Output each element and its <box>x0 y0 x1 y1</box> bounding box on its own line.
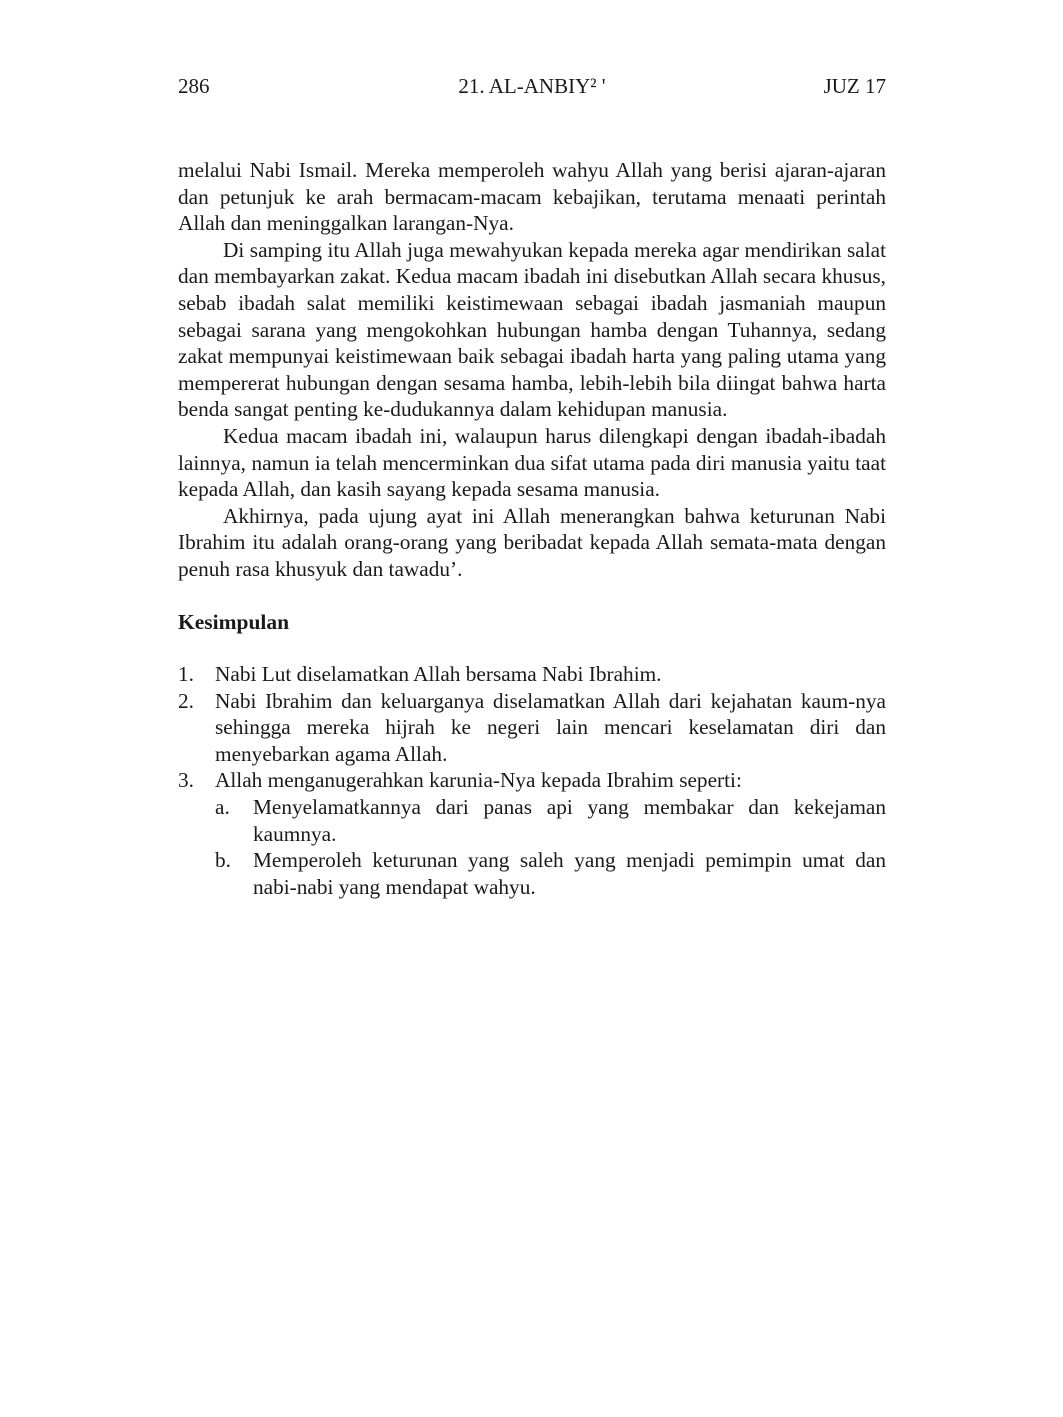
page-body <box>178 157 886 900</box>
juz-label: JUZ 17 <box>823 74 886 98</box>
list-item <box>178 767 886 900</box>
sublist-item <box>215 847 886 900</box>
list-number: 3. <box>178 768 194 793</box>
sublist-item-text: Memperoleh keturunan yang saleh yang menjadi pemimpin umat dan nabi-nabi yang mendapat wahyu. <box>253 848 886 899</box>
chapter-title: 21. AL-ANBIY² ' <box>458 74 606 98</box>
paragraph: Akhirnya, pada ujung ayat ini Allah menerangkan bahwa keturunan Nabi Ibrahim itu adalah orang-orang yang beribadat kepada Allah semata-mata dengan penuh rasa khusyuk dan tawadu’. <box>178 503 886 581</box>
paragraph: Kedua macam ibadah ini, walaupun harus dilengkapi dengan ibadah-ibadah lainnya, namun ia telah mencerminkan dua sifat utama pada diri manusia yaitu taat kepada Allah, dan kasih sayang kepada sesama manusia. <box>178 423 886 502</box>
sublist-item-text: Menyelamatkannya dari panas api yang membakar dan kekejaman kaumnya. <box>253 795 886 846</box>
sublist-letter: a. <box>215 795 230 820</box>
list-item <box>178 661 886 688</box>
paragraph: Di samping itu Allah juga mewahyukan kepada mereka agar mendirikan salat dan membayarkan zakat. Kedua macam ibadah ini disebutkan Allah secara khusus, sebab ibadah salat memiliki keistimewaan sebagai ibadah jasmaniah maupun sebagai sarana yang mengokohkan hubungan hamba dengan Tuhannya, sedang zakat mempunyai keistimewaan baik sebagai ibadah harta yang paling utama yang mempererat hubungan dengan sesama hamba, lebih-lebih bila diingat bahwa harta benda sangat penting ke-dudukannya dalam kehidupan manusia. <box>178 237 886 422</box>
list-item-text: Nabi Lut diselamatkan Allah bersama Nabi Ibrahim. <box>215 662 662 687</box>
sublist-item <box>215 794 886 847</box>
sublist-letter: b. <box>215 848 231 873</box>
section-heading: Kesimpulan <box>178 609 290 634</box>
list-number: 1. <box>178 662 194 687</box>
list-item-text: Allah menganugerahkan karunia-Nya kepada Ibrahim seperti: <box>215 768 742 793</box>
conclusion-sublist <box>215 794 886 900</box>
page-header <box>178 74 886 102</box>
paragraph: melalui Nabi Ismail. Mereka memperoleh wahyu Allah yang berisi ajaran-ajaran dan petunjuk ke arah bermacam-macam kebajikan, terutama menaati perintah Allah dan meninggalkan larangan-Nya. <box>178 158 886 236</box>
conclusion-list <box>178 661 886 900</box>
list-item-text: Nabi Ibrahim dan keluarganya diselamatkan Allah dari kejahatan kaum-nya sehingga mereka hijrah ke negeri lain mencari keselamatan diri dan menyebarkan agama Allah. <box>215 688 886 766</box>
list-number: 2. <box>178 688 194 713</box>
list-item <box>178 688 886 768</box>
page-number: 286 <box>178 74 210 98</box>
